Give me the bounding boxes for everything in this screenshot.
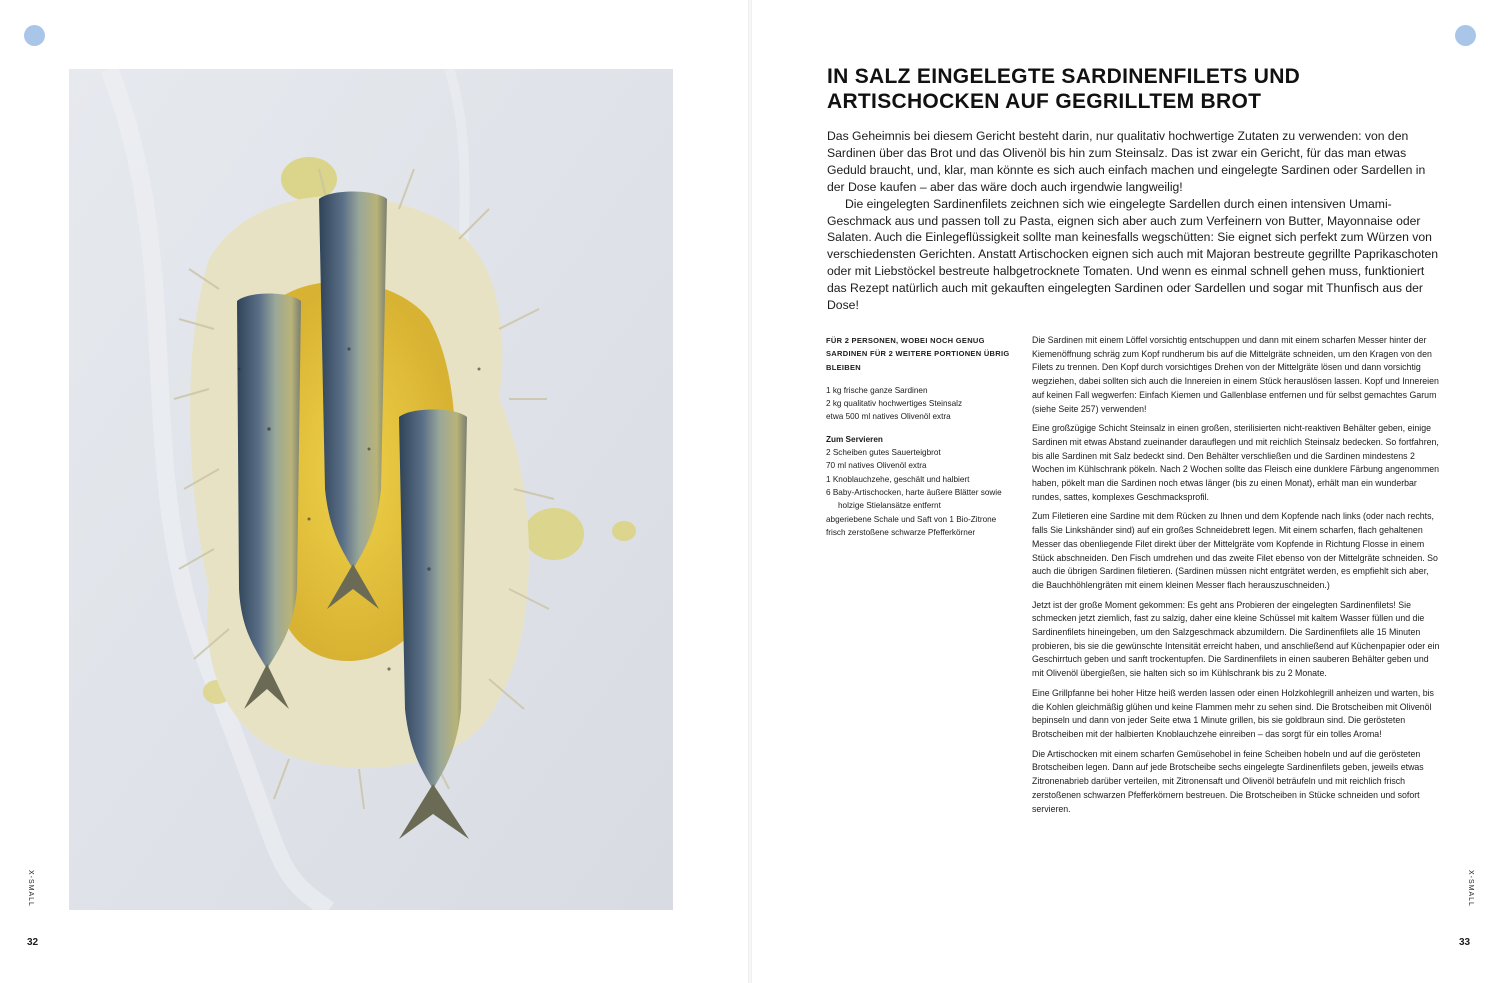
method-step: Eine Grillpfanne bei hoher Hitze heiß werden lassen oder einen Holzkohlegrill anheizen und warten, bis die Kohlen gleichmäßig glühen und keine Flammen mehr zu sehen sind. Die Brotscheiben mit Olivenöl bepinseln und dann von jeder Seite etwa 1 Minute grillen, bis sie goldbraun sind. Die gerösteten Brotscheiben mit der halbierten Knoblauchzehe einreiben – das sorgt für ein tolles Aroma! — [1032, 687, 1434, 739]
ingredient-item: abgeriebene Schale und Saft von 1 Bio-Zitrone — [826, 514, 997, 524]
page-marker-dot-left — [24, 25, 45, 46]
running-head-right: X-SMALL — [1467, 870, 1474, 907]
intro-paragraph: Das Geheimnis bei diesem Gericht besteht darin, nur qualitativ hochwertige Zutaten zu verwenden: von den Sardinen über das Brot und das Olivenöl bis hin zum Steinsalz. Das ist zwar ein Gericht, für das man etwas Geduld braucht, und, klar, man könnte es sich auch einfach machen und eingelegte Sardinen oder Sardellen in der Dose kaufen – aber das wäre doch auch irgendwie langweilig! — [827, 129, 1426, 194]
method-column — [1032, 334, 1442, 822]
recipe-title: IN SALZ EINGELEGTE SARDINENFILETS UND ARTISCHOCKEN AUF GEGRILLTEM BROT — [827, 65, 1301, 113]
page-marker-dot-right — [1455, 25, 1476, 46]
method-step: Die Sardinen mit einem Löffel vorsichtig entschuppen und dann mit einem scharfen Messer hinter der Kiemenöffnung schräg zum Kopf rundherum bis auf die Mittelgräte schneiden, um den Kragen von den Filets zu trennen. Den Kopf durch vorsichtiges Drehen von der Mittelgräte lösen und dann vorsichtig wegziehen, dabei sollten sich auch die Innereien in einem Stück herauslösen lassen. Kopf und Innereien auf keinen Fall wegwerfen: Einfach Kiemen und Gallenblase entfernen und für selbst gemachtes Garum (siehe Seite 257) verwenden! — [1032, 335, 1439, 414]
serving-ingredient-list — [826, 446, 1011, 539]
ingredients-column — [826, 334, 1011, 539]
page-number-right: 33 — [1459, 937, 1471, 948]
ingredient-item: 2 Scheiben gutes Sauerteigbrot — [826, 448, 941, 458]
method-step: Eine großzügige Schicht Steinsalz in einen großen, sterilisierten nicht-reaktiven Behälter geben, einige Sardinen mit etwas Abstand zueinander darauflegen und mit reichlich Steinsalz bedecken. So fortfahren, bis alle Sardinen mit Salz bedeckt sind. Den Behälter verschließen und die Sardinen mindestens 2 Wochen im Kühlschrank pökeln. Nach 2 Wochen sollte das Fleisch eine dunklere Färbung angenommen haben, pökelt man die Sardinen noch etwas länger (bis zu einen Monat), erhält man ein wunderbar rundes, sattes, komplexes Geschmacksprofil. — [1032, 423, 1440, 502]
ingredient-item: frisch zerstoßene schwarze Pfefferkörner — [826, 527, 976, 537]
ingredient-item: 2 kg qualitativ hochwertiges Steinsalz — [826, 399, 963, 409]
method-step: Zum Filetieren eine Sardine mit dem Rücken zu Ihnen und dem Kopfende nach links (oder nach rechts, falls Sie Linkshänder sind) auf ein großes Schneidebrett legen. Mit einem scharfen, flach gehaltenen Messer das obenliegende Filet direkt über der Mittelgräte vom Kopfende in Richtung Flosse in einem Stück abschneiden. Den Fisch umdrehen und das zweite Filet ebenso von der Mittelgräte schneiden. So auch die übrigen Sardinen filetieren. (Sardinen müssen nicht entgrätet werden, es empfiehlt sich aber, die Bauchhöhlengräten mit einem kleinen Messer flach herauszuschneiden.) — [1032, 511, 1438, 590]
intro-paragraph: Die eingelegten Sardinenfilets zeichnen sich wie eingelegte Sardellen durch einen intensiven Umami-Geschmack aus und passen toll zu Pasta, eignen sich aber auch zum Verfeinern von Butter, Mayonnaise oder Salaten. Auch die Einlegeflüssigkeit sollte man keinesfalls wegschütten: Sie eignet sich perfekt zum Würzen von verschiedensten Gerichten. Anstatt Artischocken eignen sich auch mit Majoran bestreute gegrillte Paprikaschoten oder mit Liebstöckel bestreute halbgetrocknete Tomaten. Und wenn es einmal schnell gehen muss, funktioniert das Rezept natürlich auch mit gekauften eingelegten Sardinen oder Sardellen und sogar mit Thunfisch aus der Dose! — [827, 196, 1439, 313]
recipe-intro — [827, 128, 1441, 314]
method-step: Jetzt ist der große Moment gekommen: Es geht ans Probieren der eingelegten Sardinenfilets! Sie schmecken jetzt ziemlich, fast zu salzig, daher eine kleine Schüssel mit kaltem Wasser füllen und die Sardinenfilets hineingeben, um den Salzgeschmack abzumildern. Die Sardinenfilets alle 15 Minuten probieren, bis sie die gewünschte Intensität erreicht haben, und anschließend auf Küchenpapier oder ein Geschirrtuch geben und sanft trockentupfen. Die Sardinenfilets in einen sauberen Behälter geben und mit Olivenöl übergießen, sie halten sich so im Kühlschrank bis zu 2 Monate. — [1032, 599, 1440, 679]
ingredient-item: 6 Baby-Artischocken, harte äußere Blätter sowie holzige Stielansätze entfernt — [826, 487, 1002, 511]
method-step: Die Artischocken mit einem scharfen Gemüsehobel in feine Scheiben hobeln und auf die gerösteten Brotscheiben legen. Dann auf jede Brotscheibe sechs eingelegte Sardinenfilets geben, jeweils etwas Zitronenabrieb darüber verteilen, mit Zitronensaft und Olivenöl beträufeln und mit reichlich frisch zerstoßenen schwarzen Pfefferkörnern bestreuen. Die Brotscheiben in Stücke schneiden und sofort servieren. — [1032, 748, 1424, 814]
recipe-photo — [69, 69, 673, 910]
ingredient-item: etwa 500 ml natives Olivenöl extra — [826, 412, 951, 422]
serving-heading: Zum Servieren — [826, 434, 883, 444]
ingredient-list — [826, 384, 1011, 424]
running-head-left: X-SMALL — [27, 870, 34, 907]
ingredient-item: 70 ml natives Olivenöl extra — [826, 461, 927, 471]
page-number-left: 32 — [27, 937, 39, 948]
ingredient-item: 1 Knoblauchzehe, geschält und halbiert — [826, 474, 970, 484]
servings-note: FÜR 2 PERSONEN, WOBEI NOCH GENUG SARDINEN FÜR 2 WEITERE PORTIONEN ÜBRIG BLEIBEN — [826, 336, 1010, 372]
ingredient-item: 1 kg frische ganze Sardinen — [826, 385, 928, 395]
